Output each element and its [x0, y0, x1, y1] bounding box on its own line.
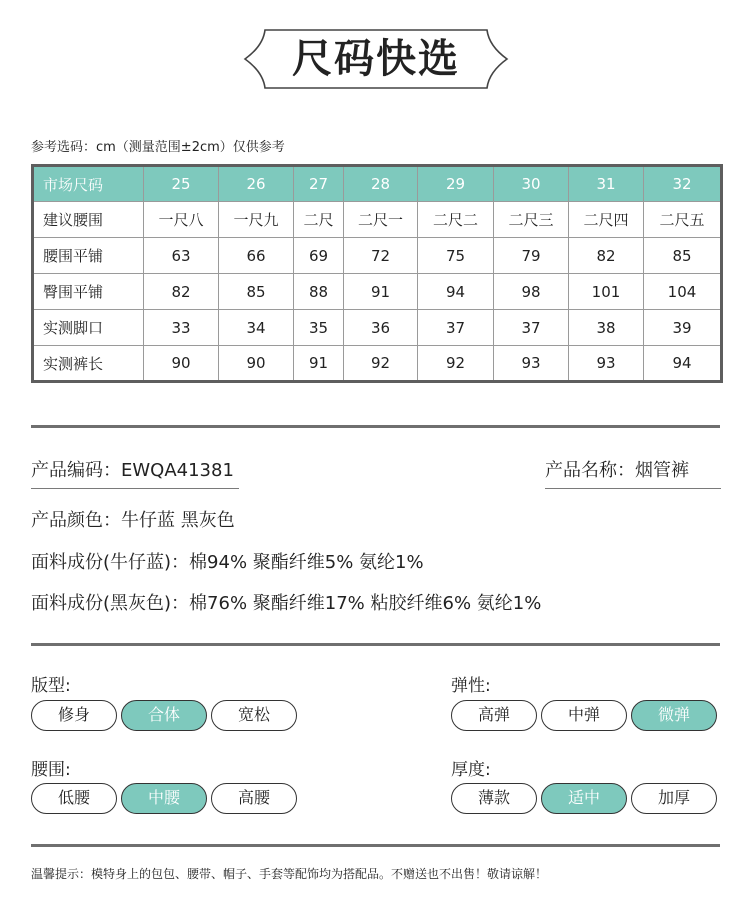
thickness-option-medium[interactable]: 适中: [541, 783, 627, 814]
table-cell: 二尺: [294, 202, 344, 238]
table-cell: 93: [494, 346, 569, 382]
thickness-option-thin[interactable]: 薄款: [451, 783, 537, 814]
table-cell: 37: [418, 310, 494, 346]
waist-label: 腰围:: [31, 760, 71, 780]
elasticity-option-high[interactable]: 高弹: [451, 700, 537, 731]
waist-option-high[interactable]: 高腰: [211, 783, 297, 814]
table-cell: 66: [219, 238, 294, 274]
table-cell: 二尺三: [494, 202, 569, 238]
fit-option-regular[interactable]: 合体: [121, 700, 207, 731]
table-row-label: 臀围平铺: [33, 274, 144, 310]
table-row: [33, 238, 722, 274]
waist-option-low[interactable]: 低腰: [31, 783, 117, 814]
table-cell: 35: [294, 310, 344, 346]
table-row: [33, 310, 722, 346]
table-cell: 82: [569, 238, 644, 274]
table-cell: 79: [494, 238, 569, 274]
table-row-label: 实测脚口: [33, 310, 144, 346]
table-cell: 91: [294, 346, 344, 382]
elasticity-label: 弹性:: [451, 676, 491, 696]
footer-note: 温馨提示：模特身上的包包、腰带、帽子、手套等配饰均为搭配品。不赠送也不出售！敬请谅解！: [31, 867, 548, 881]
fabric-black: 面料成份(黑灰色)：棉76% 聚酯纤维17% 粘胶纤维6% 氨纶1%: [31, 593, 542, 614]
title-banner: [243, 28, 509, 90]
divider: [31, 425, 720, 428]
table-cell: 94: [644, 346, 722, 382]
elasticity-option-slight[interactable]: 微弹: [631, 700, 717, 731]
page-title: 尺码快选: [292, 36, 460, 82]
table-cell: 82: [144, 274, 219, 310]
table-cell: 104: [644, 274, 722, 310]
table-row-label: 建议腰围: [33, 202, 144, 238]
table-cell: 72: [344, 238, 418, 274]
table-cell: 85: [219, 274, 294, 310]
table-row: [33, 202, 722, 238]
table-cell: 一尺八: [144, 202, 219, 238]
table-cell: 98: [494, 274, 569, 310]
table-header-cell: 26: [219, 166, 294, 202]
table-cell: 69: [294, 238, 344, 274]
table-cell: 37: [494, 310, 569, 346]
fit-option-loose[interactable]: 宽松: [211, 700, 297, 731]
waist-option-mid[interactable]: 中腰: [121, 783, 207, 814]
table-cell: 二尺一: [344, 202, 418, 238]
table-cell: 63: [144, 238, 219, 274]
table-row: [33, 346, 722, 382]
table-cell: 33: [144, 310, 219, 346]
thickness-label: 厚度:: [451, 760, 491, 780]
table-row-label: 实测裤长: [33, 346, 144, 382]
table-cell: 90: [144, 346, 219, 382]
table-header-cell: 31: [569, 166, 644, 202]
table-row-label: 腰围平铺: [33, 238, 144, 274]
table-header-cell: 25: [144, 166, 219, 202]
divider: [31, 844, 720, 847]
table-cell: 34: [219, 310, 294, 346]
table-header-cell: 市场尺码: [33, 166, 144, 202]
table-cell: 93: [569, 346, 644, 382]
table-header-cell: 27: [294, 166, 344, 202]
table-cell: 91: [344, 274, 418, 310]
product-code-underline: [31, 488, 239, 489]
fit-label: 版型:: [31, 676, 71, 696]
thickness-option-thick[interactable]: 加厚: [631, 783, 717, 814]
table-cell: 二尺二: [418, 202, 494, 238]
table-cell: 二尺四: [569, 202, 644, 238]
table-cell: 88: [294, 274, 344, 310]
product-code: 产品编码：EWQA41381: [31, 460, 234, 481]
divider: [31, 643, 720, 646]
table-header-row: [33, 166, 722, 202]
table-header-cell: 32: [644, 166, 722, 202]
table-cell: 38: [569, 310, 644, 346]
table-cell: 94: [418, 274, 494, 310]
product-name-underline: [545, 488, 721, 489]
table-header-cell: 30: [494, 166, 569, 202]
product-color: 产品颜色：牛仔蓝 黑灰色: [31, 510, 235, 531]
table-cell: 90: [219, 346, 294, 382]
table-cell: 39: [644, 310, 722, 346]
table-header-cell: 28: [344, 166, 418, 202]
reference-note: 参考选码：cm（测量范围±2cm）仅供参考: [31, 140, 285, 155]
fit-option-slim[interactable]: 修身: [31, 700, 117, 731]
table-cell: 85: [644, 238, 722, 274]
table-cell: 36: [344, 310, 418, 346]
table-cell: 75: [418, 238, 494, 274]
table-header-cell: 29: [418, 166, 494, 202]
product-name: 产品名称：烟管裤: [545, 460, 689, 481]
fabric-blue: 面料成份(牛仔蓝)：棉94% 聚酯纤维5% 氨纶1%: [31, 552, 424, 573]
size-table: [31, 164, 723, 383]
elasticity-option-medium[interactable]: 中弹: [541, 700, 627, 731]
table-cell: 101: [569, 274, 644, 310]
table-cell: 92: [418, 346, 494, 382]
table-cell: 二尺五: [644, 202, 722, 238]
table-cell: 92: [344, 346, 418, 382]
table-row: [33, 274, 722, 310]
table-cell: 一尺九: [219, 202, 294, 238]
